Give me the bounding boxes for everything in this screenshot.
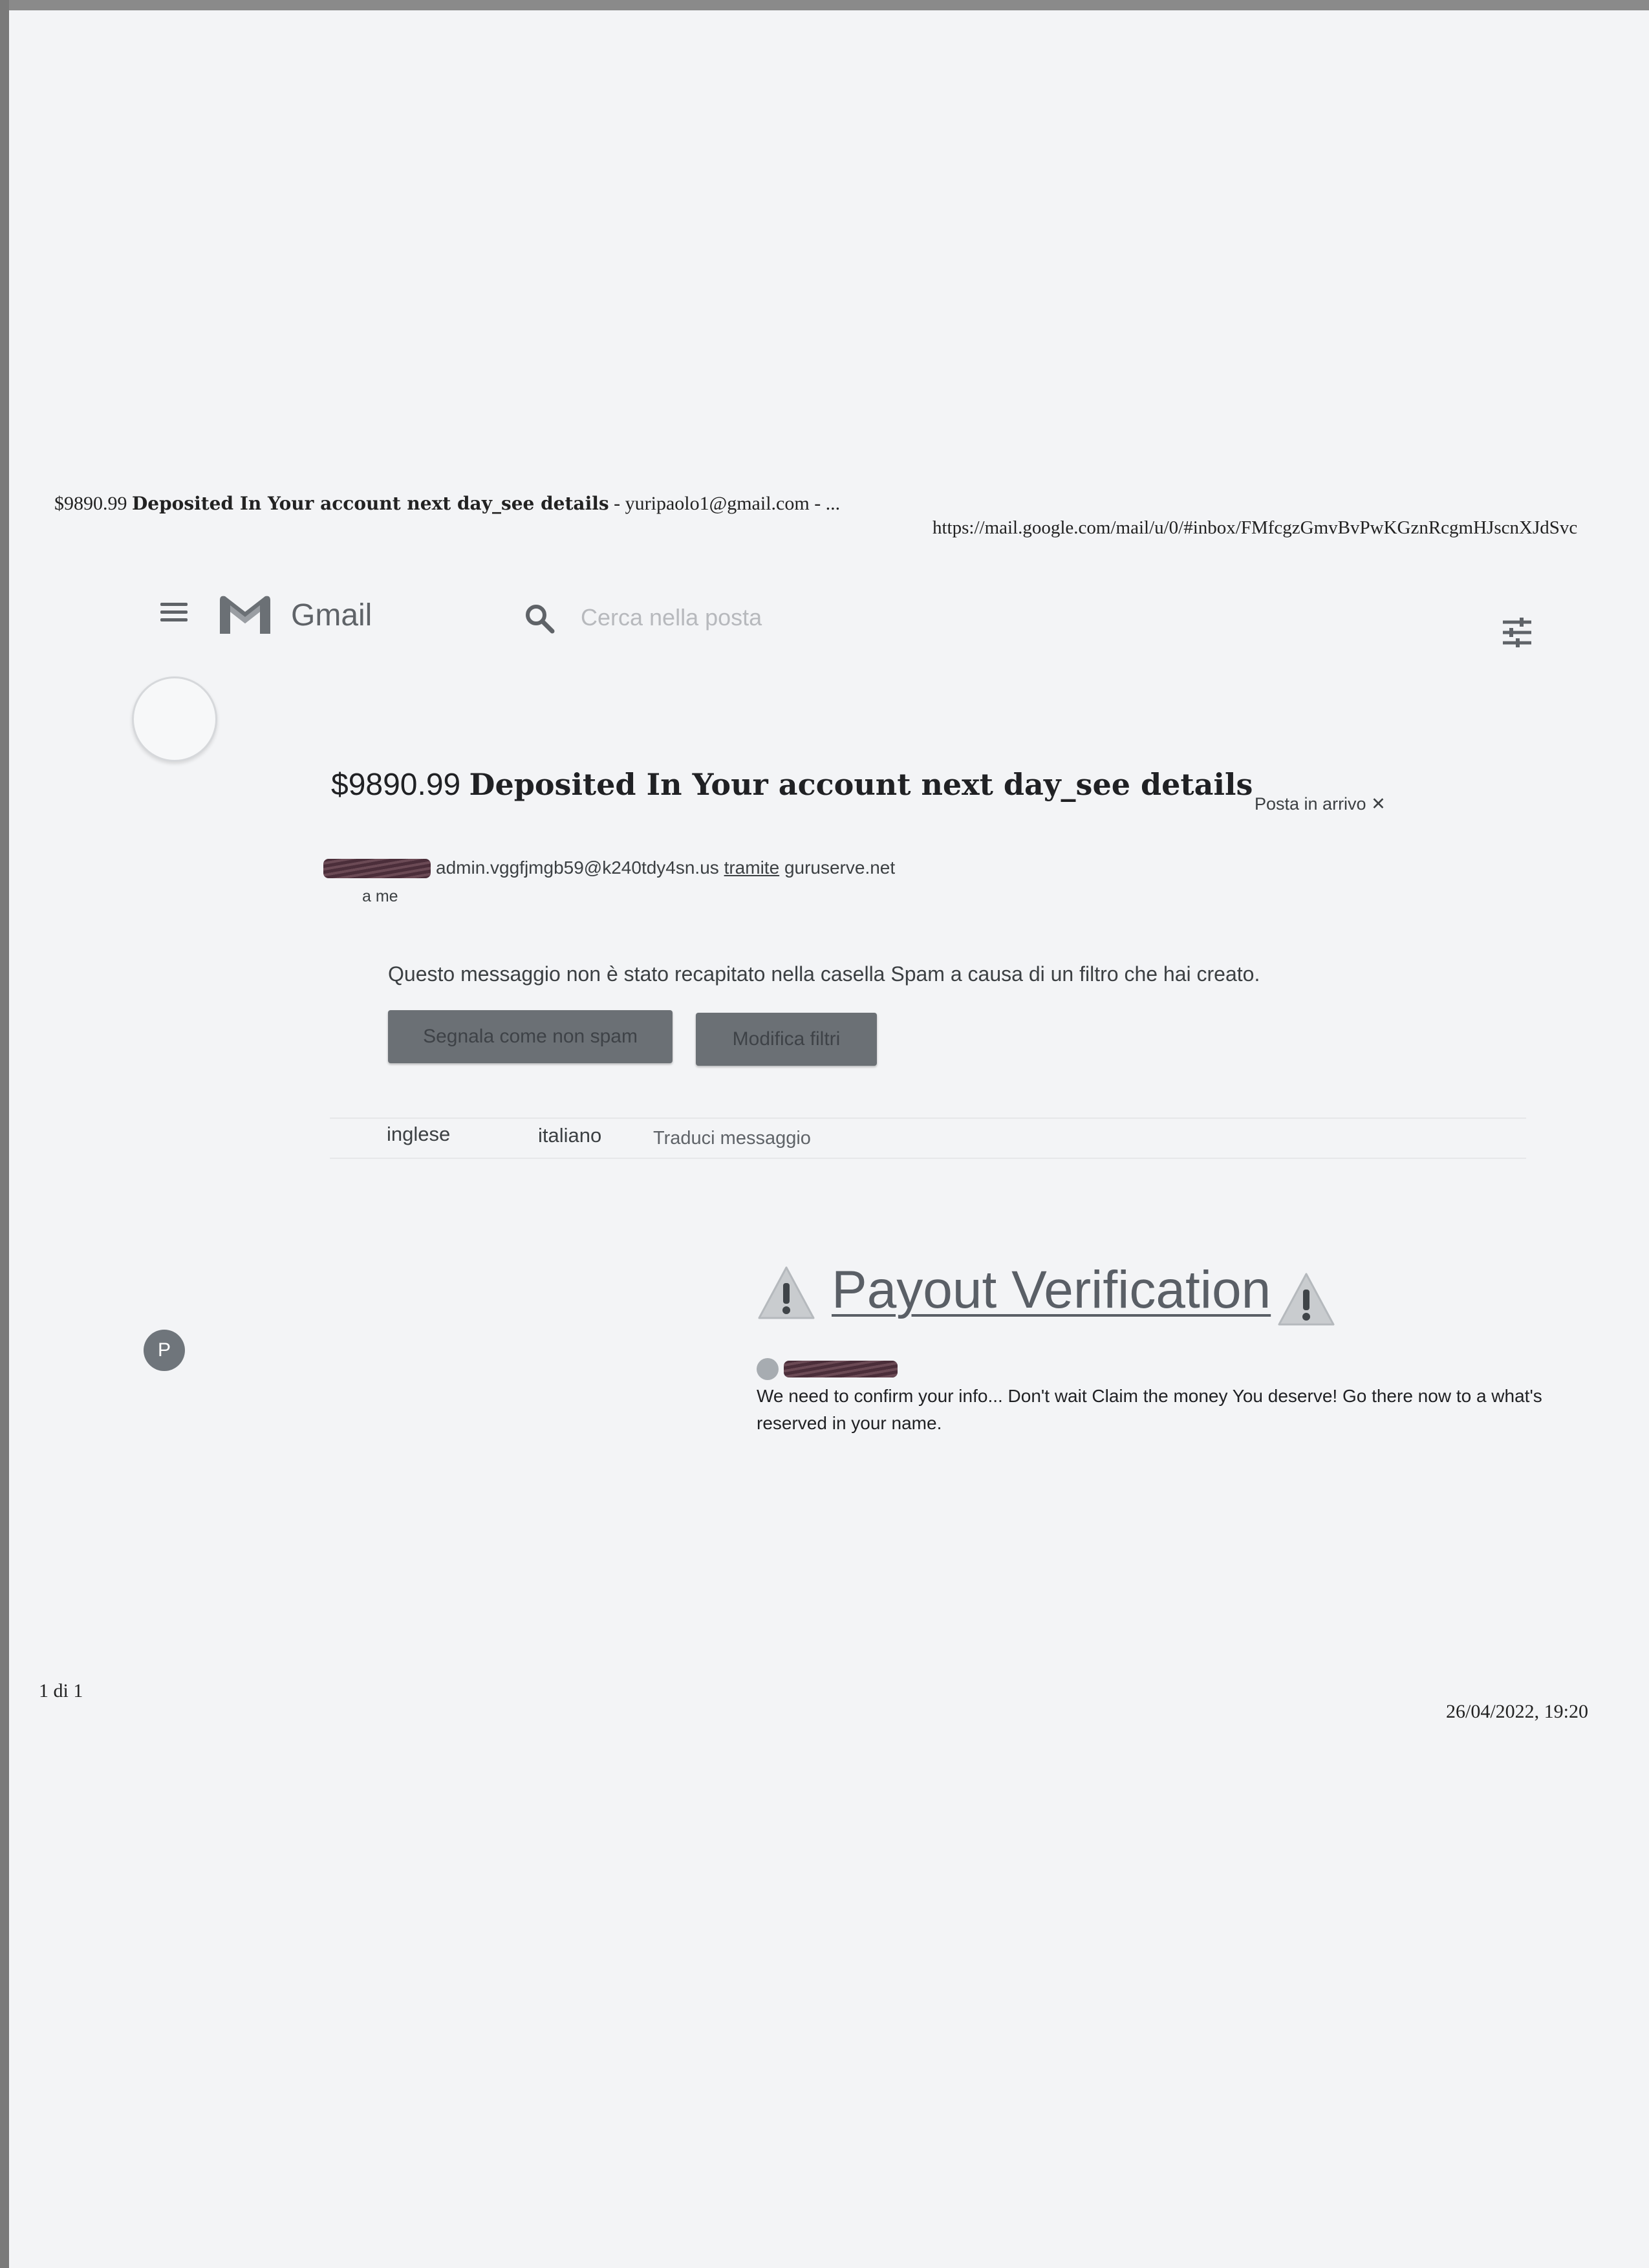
print-header-title [54, 493, 840, 515]
translate-message-link[interactable]: Traduci messaggio [653, 1128, 811, 1149]
source-language[interactable]: inglese [387, 1123, 451, 1145]
page-number: 1 di 1 [39, 1680, 83, 1701]
print-header-amount: $9890.99 [54, 493, 127, 514]
report-not-spam-button[interactable]: Segnala come non spam [388, 1010, 673, 1063]
edit-filters-button[interactable]: Modifica filtri [696, 1013, 877, 1066]
gmail-brand: Gmail [291, 598, 372, 632]
spam-filter-notice: Questo messaggio non è stato recapitato nella casella Spam a causa di un filtro che hai creato. [388, 962, 1260, 986]
search-icon[interactable] [524, 603, 556, 635]
status-dot [757, 1358, 779, 1380]
avatar: P [144, 1330, 185, 1371]
menu-icon[interactable] [160, 603, 188, 622]
warning-icon [757, 1265, 816, 1321]
redacted-name-body [784, 1361, 898, 1377]
email-subject [331, 767, 1253, 803]
sender-address: admin.vggfjmgb59@k240tdy4sn.us [436, 858, 719, 878]
recipient-toggle[interactable]: a me [362, 887, 398, 905]
subject-text: Deposited In Your account next day_see details [469, 767, 1253, 802]
print-header-url: https://mail.google.com/mail/u/0/#inbox/FMfcgzGmvBvPwKGznRcgmHJscnXJdSvc [932, 517, 1578, 538]
subject-amount: $9890.99 [331, 768, 461, 802]
divider-bottom [330, 1158, 1526, 1159]
close-icon[interactable]: ✕ [1371, 794, 1386, 814]
warning-icon [1277, 1271, 1336, 1327]
payout-heading[interactable]: Payout Verification [832, 1260, 1271, 1319]
gmail-logo-icon [217, 594, 273, 636]
scan-edge-top [0, 0, 1649, 10]
search-input[interactable]: Cerca nella posta [581, 604, 762, 631]
tune-icon[interactable] [1500, 617, 1534, 648]
via-link[interactable]: tramite [724, 858, 780, 878]
printed-page [9, 10, 1649, 2268]
label-chip-inbox[interactable] [1255, 794, 1386, 814]
target-language[interactable]: italiano [538, 1124, 602, 1147]
compose-button[interactable] [132, 676, 217, 762]
via-domain: guruserve.net [784, 858, 896, 878]
print-datetime: 26/04/2022, 19:20 [1446, 1701, 1589, 1722]
redacted-sender-name [323, 859, 431, 878]
email-body-text: We need to confirm your info... Don't wait Claim the money You deserve! Go there now to a what's reserved in your name. [757, 1386, 1542, 1433]
print-header-suffix: - yuripaolo1@gmail.com - ... [614, 493, 841, 514]
divider-top [330, 1118, 1526, 1119]
print-header-subject: Deposited In Your account next day_see details [132, 493, 609, 514]
sender-line [436, 858, 895, 878]
scan-edge-left [0, 0, 9, 2268]
label-chip-text: Posta in arrivo [1255, 794, 1366, 814]
